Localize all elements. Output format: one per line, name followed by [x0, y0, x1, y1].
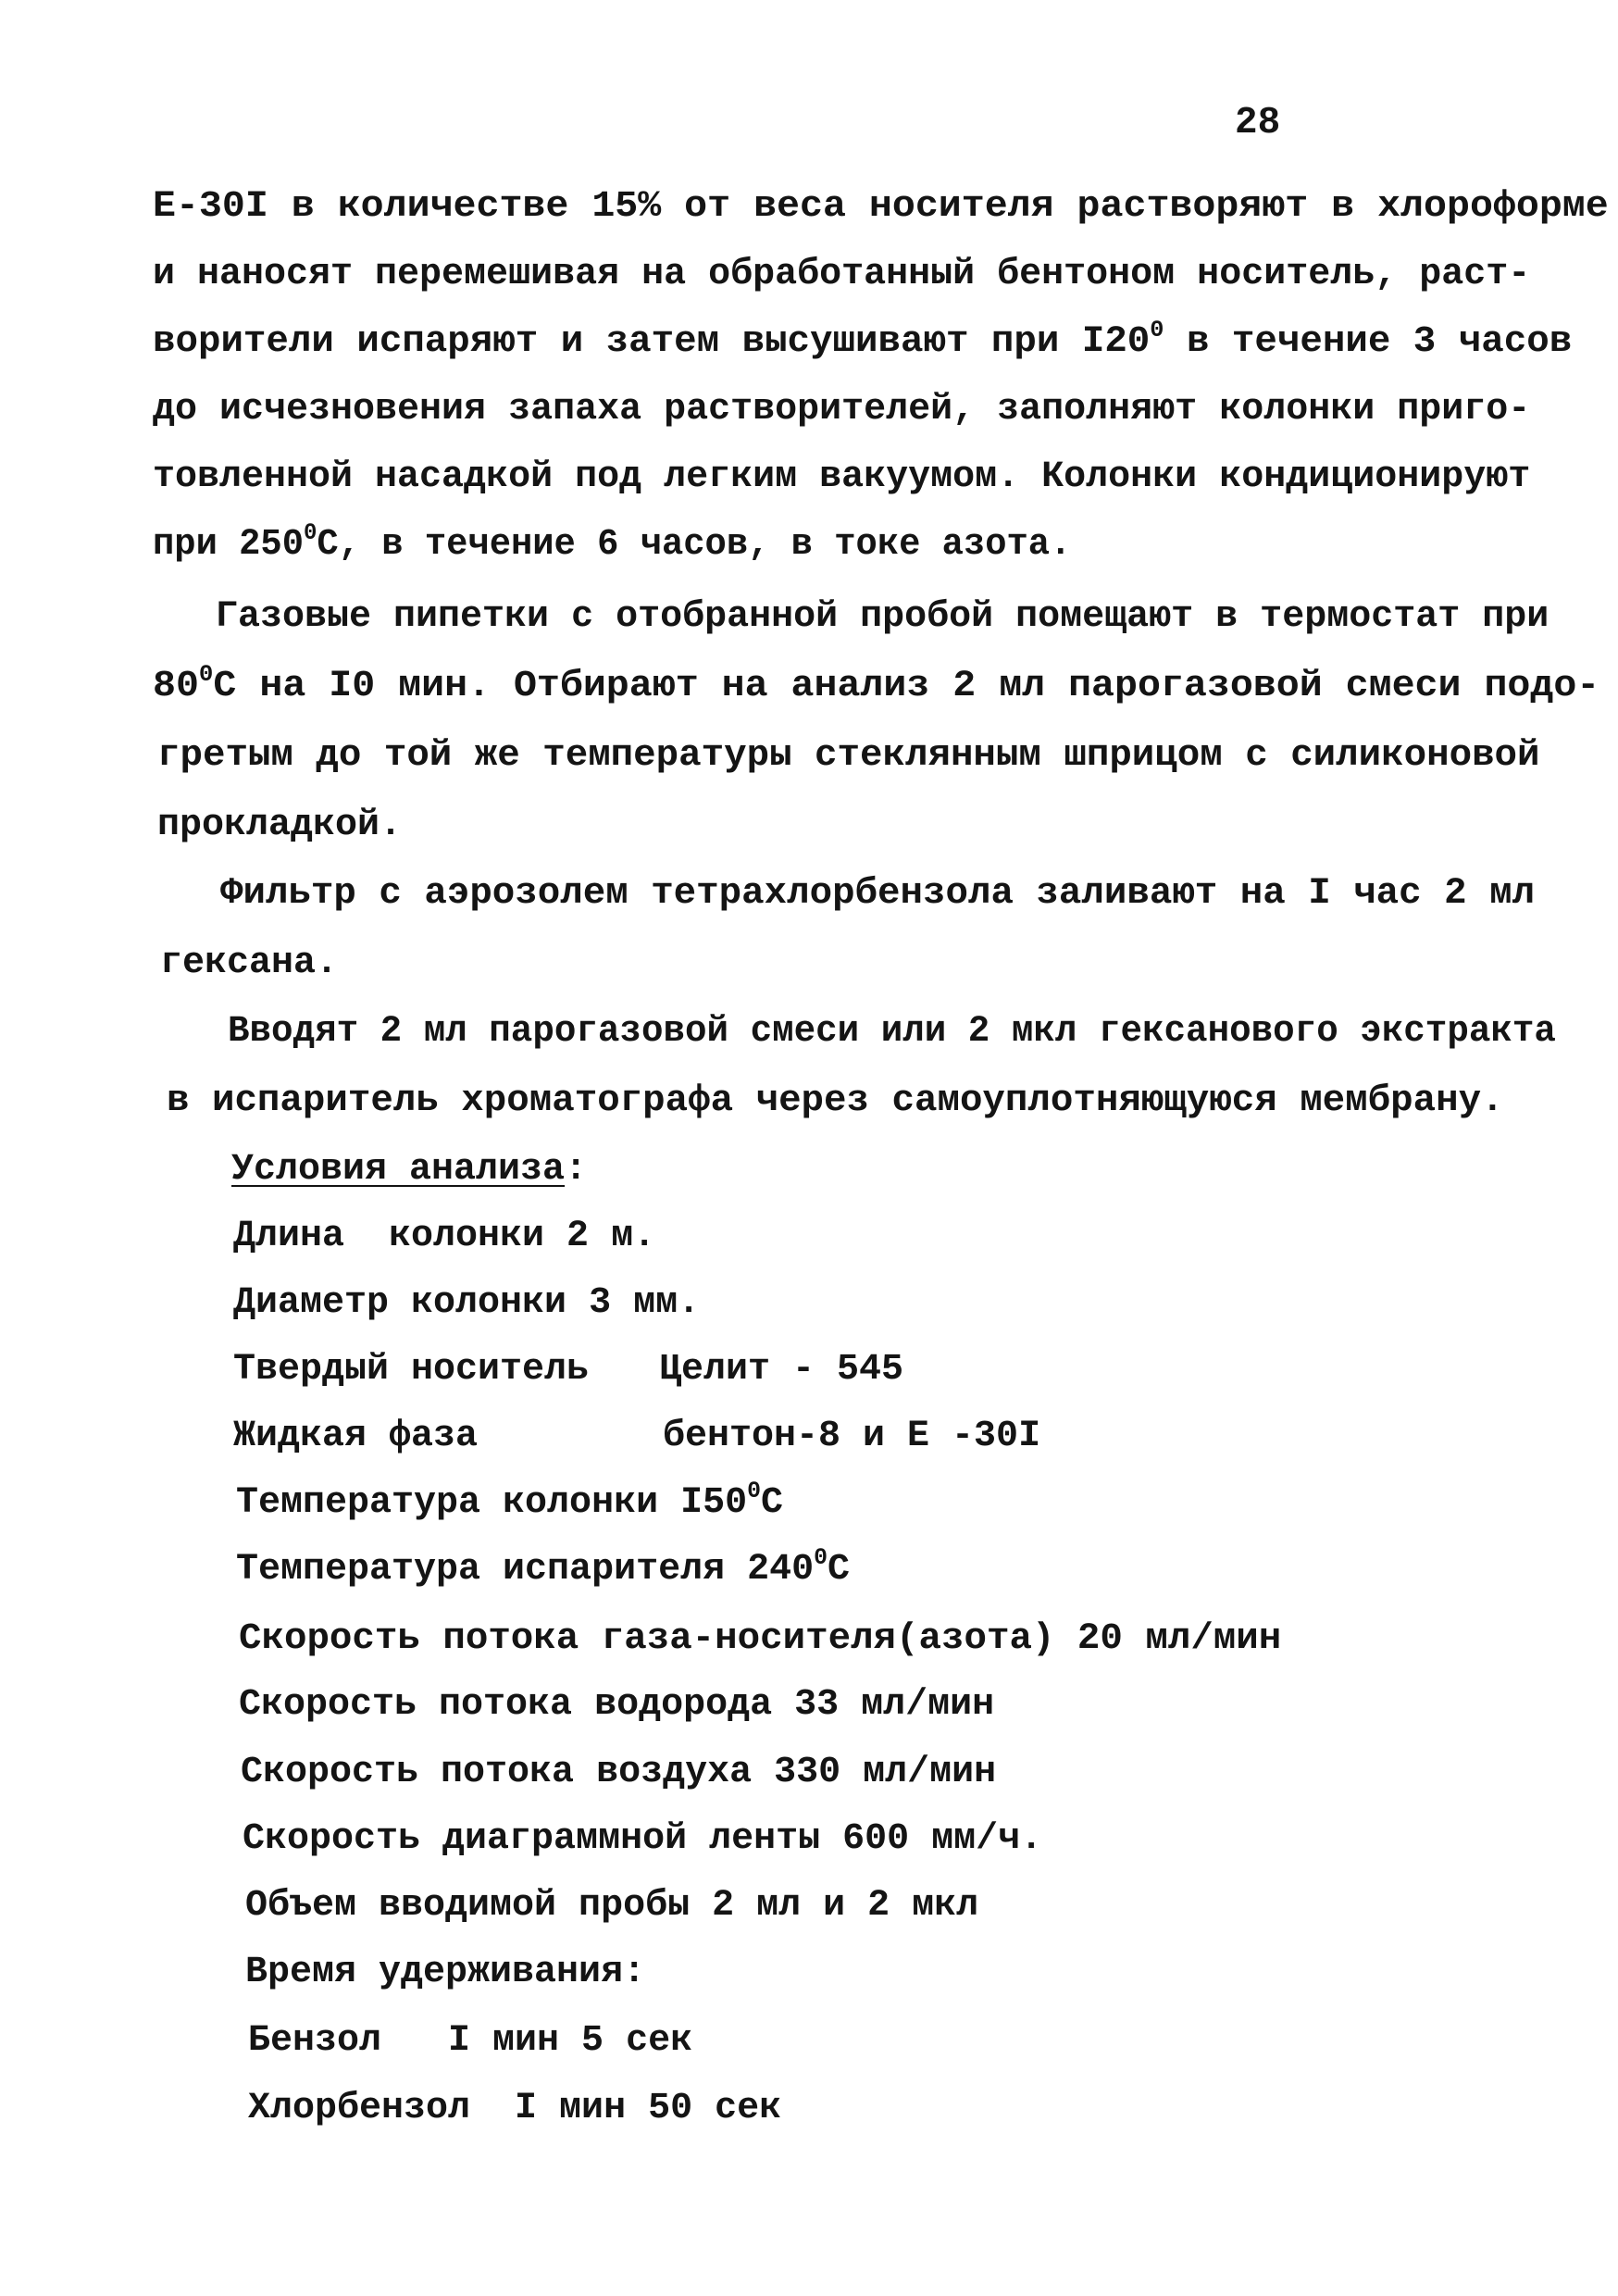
paragraph-line: ворители испаряют и затем высушивают при $I20^0$ в течение 3 часов	[153, 317, 1573, 363]
condition-column-diameter: Диаметр колонки 3 мм.	[233, 1282, 701, 1324]
paragraph-line: при $250^0С$, в течение 6 часов, в токе азота.	[153, 519, 1072, 566]
paragraph-line: прокладкой.	[157, 805, 403, 846]
condition-hydrogen-flow: Скорость потока водорода 33 мл/мин	[239, 1684, 995, 1726]
paragraph-line: и наносят перемешивая на обработанный бентоном носитель, раст-	[153, 254, 1531, 295]
condition-column-temperature: Температура колонки $I50^0С$	[236, 1478, 783, 1524]
condition-air-flow: Скорость потока воздуха 330 мл/мин	[241, 1752, 997, 1793]
condition-chart-speed: Скорость диаграммной ленты 600 мм/ч.	[243, 1818, 1043, 1860]
paragraph-line: гретым до той же температуры стеклянным шприцом с силиконовой	[157, 735, 1540, 777]
condition-evaporator-temperature: Температура испарителя $240^0С$	[236, 1544, 851, 1591]
degree-superscript: 0	[303, 519, 317, 546]
paragraph-line: до исчезновения запаха растворителей, заполняют колонки приго-	[153, 389, 1531, 430]
paragraph-line: в испаритель хроматографа через самоуплотняющуюся мембрану.	[167, 1080, 1504, 1122]
conditions-heading: Условия анализа:	[231, 1149, 588, 1191]
paragraph-line: Газовые пипетки с отобранной пробой помещают в термостат при	[216, 596, 1550, 638]
degree-superscript: 0	[198, 661, 214, 688]
degree-superscript: 0	[814, 1544, 828, 1571]
paragraph-line: $80^0С$ на I0 мин. Отбирают на анализ 2 мл парогазовой смеси подо-	[153, 661, 1600, 707]
paragraph-line: Вводят 2 мл парогазовой смеси или 2 мкл гексанового экстракта	[228, 1011, 1556, 1053]
retention-benzene: Бензол I мин 5 сек	[248, 2020, 693, 2062]
paragraph-line: Фильтр с аэрозолем тетрахлорбензола заливают на I час 2 мл	[220, 873, 1536, 915]
condition-sample-volume: Объем вводимой пробы 2 мл и 2 мкл	[245, 1885, 979, 1927]
degree-superscript: 0	[1150, 317, 1164, 343]
condition-carrier-gas-flow: Скорость потока газа-носителя(азота) 20 мл/мин	[239, 1618, 1282, 1660]
degree-superscript: 0	[747, 1478, 761, 1504]
retention-chlorobenzene: Хлорбензол I мин 50 сек	[248, 2088, 782, 2129]
condition-column-length: Длина колонки 2 м.	[233, 1216, 656, 1257]
paragraph-line: Е-30I в количестве 15% от веса носителя растворяют в хлороформе	[153, 186, 1609, 228]
condition-solid-support: Твердый носитель Целит - 545	[233, 1349, 904, 1391]
retention-time-heading: Время удерживания:	[245, 1952, 646, 1993]
condition-liquid-phase: Жидкая фаза бентон-8 и Е -30I	[233, 1416, 1041, 1457]
page-number: 28	[1235, 102, 1281, 144]
paragraph-line: товленной насадкой под легким вакуумом. Колонки кондиционируют	[153, 456, 1531, 498]
paragraph-line: гексана.	[160, 942, 339, 984]
